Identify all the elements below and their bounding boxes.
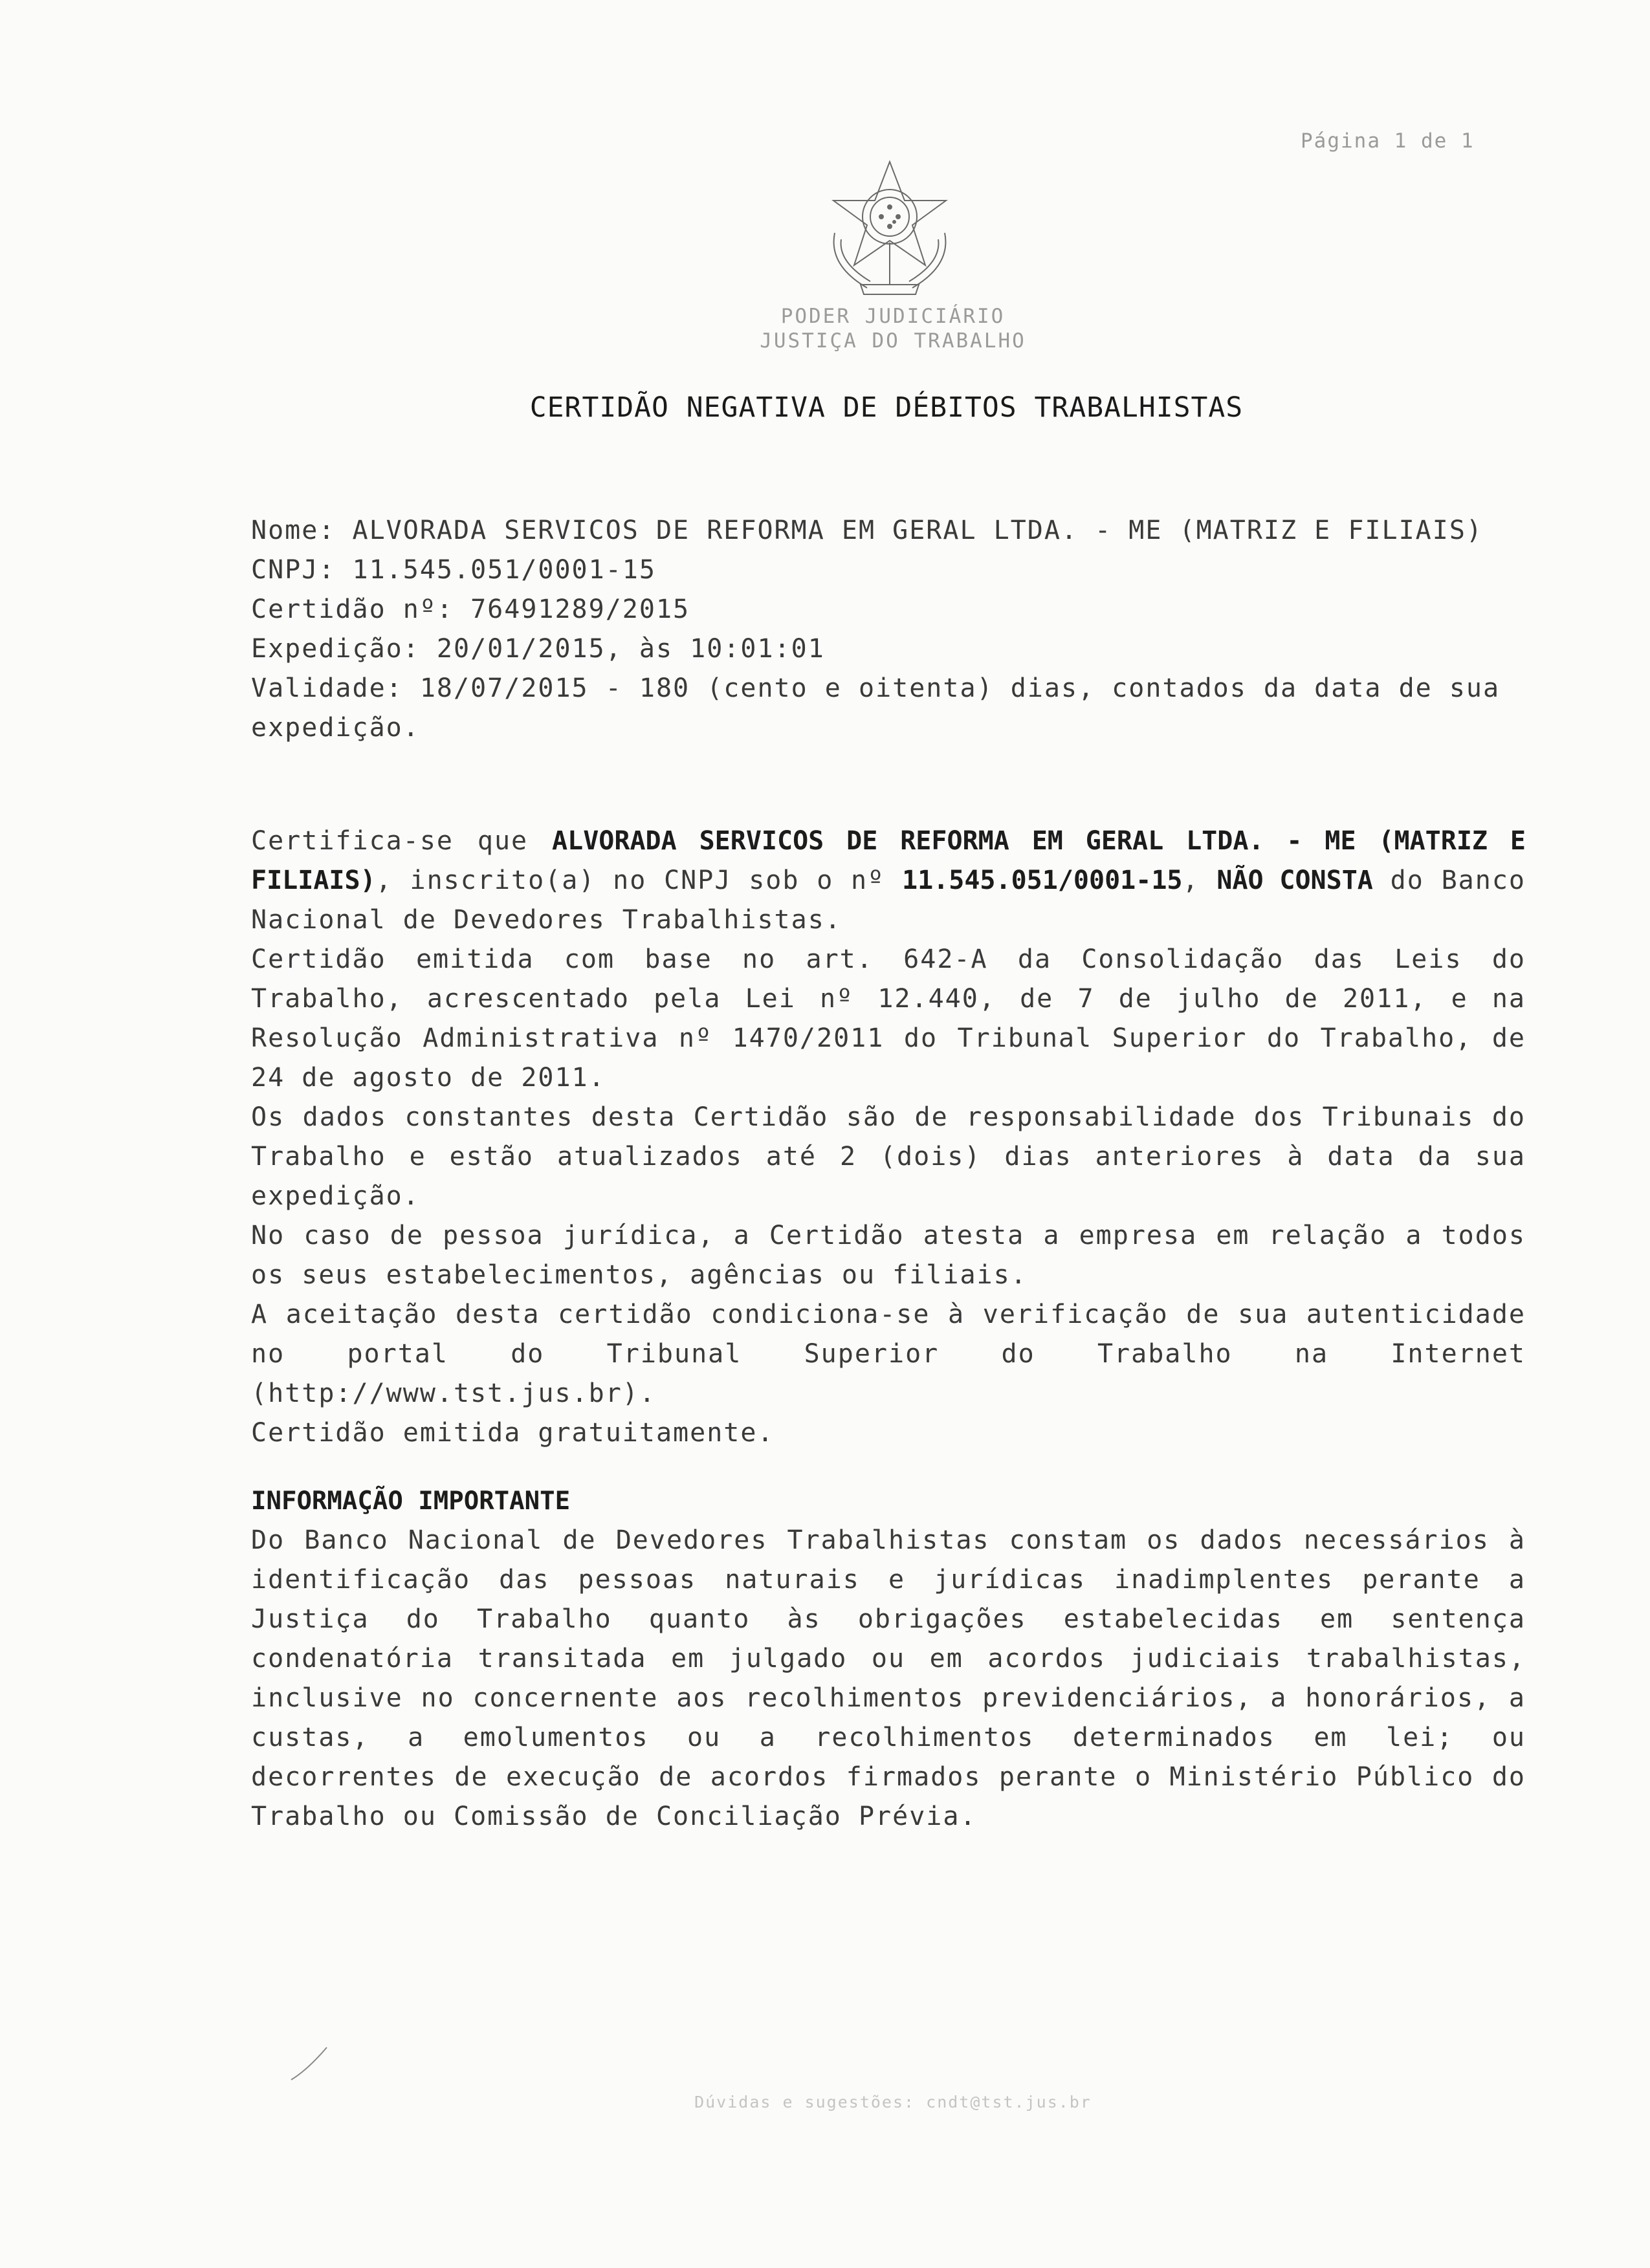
pen-mark-icon bbox=[288, 2044, 340, 2083]
cert-company-name: ALVORADA SERVICOS DE REFORMA EM GERAL LTDA. - ME (MATRIZ E FILIAIS) bbox=[251, 826, 1526, 895]
issuer-line-judiciary: PODER JUDICIÁRIO bbox=[780, 305, 1006, 328]
info-validade: Validade: 18/07/2015 - 180 (cento e oitenta) dias, contados da data de sua expedição. bbox=[251, 673, 1501, 743]
cert-legal-basis: Certidão emitida com base no art. 642-A da Consolidação das Leis do Trabalho, acrescentado pela Lei nº 12.440, de 7 de julho de 2011, e na Resolução Administrativa nº 1470/2011 do Tribunal Superior do Trabalho, de 24 de agosto de 2011. bbox=[251, 944, 1526, 1093]
cert-cnpj: 11.545.051/0001-15 bbox=[902, 866, 1183, 895]
certification-section bbox=[251, 822, 1526, 1453]
page-number: Página 1 de 1 bbox=[1301, 129, 1475, 153]
info-certidao: Certidão nº: 76491289/2015 bbox=[251, 594, 690, 624]
cert-status: NÃO CONSTA bbox=[1216, 866, 1373, 895]
footer-contact: Dúvidas e sugestões: cndt@tst.jus.br bbox=[694, 2093, 1092, 2111]
cert-free-issue: Certidão emitida gratuitamente. bbox=[251, 1418, 775, 1448]
info-expedicao: Expedição: 20/01/2015, às 10:01:01 bbox=[251, 634, 825, 664]
important-body: Do Banco Nacional de Devedores Trabalhistas constam os dados necessários à identificação das pessoas naturais e jurídicas inadimplentes perante a Justiça do Trabalho quanto às obrigações estabelecidas em sentença condenatória transitada em julgado ou em acordos judiciais trabalhistas, inclusive no concernente aos recolhimentos previdenciários, a honorários, a custas, a emolumentos ou a recolhimentos determinados em lei; ou decorrentes de execução de acordos firmados perante o Ministério Público do Trabalho ou Comissão de Conciliação Prévia. bbox=[251, 1525, 1526, 1831]
cert-comma: , bbox=[1182, 866, 1200, 895]
info-cnpj: CNPJ: 11.545.051/0001-15 bbox=[251, 555, 656, 585]
document-title: CERTIDÃO NEGATIVA DE DÉBITOS TRABALHISTAS bbox=[529, 391, 1244, 424]
cert-data-responsibility: Os dados constantes desta Certidão são de responsabilidade dos Tribunais do Trabalho e estão atualizados até 2 (dois) dias anteriores à data da sua expedição. bbox=[251, 1102, 1526, 1211]
cert-authenticity: A aceitação desta certidão condiciona-se à verificação de sua autenticidade no portal do Tribunal Superior do Trabalho na Internet (http://www.tst.jus.br). bbox=[251, 1300, 1526, 1408]
info-nome: Nome: ALVORADA SERVICOS DE REFORMA EM GERAL LTDA. - ME (MATRIZ E FILIAIS) bbox=[251, 516, 1483, 545]
certification-statement bbox=[251, 822, 1526, 940]
issuer-header bbox=[647, 304, 1139, 353]
issuer-line-labor-court: JUSTIÇA DO TRABALHO bbox=[760, 329, 1026, 353]
cert-legal-entity: No caso de pessoa jurídica, a Certidão atesta a empresa em relação a todos os seus estabelecimentos, agências ou filiais. bbox=[251, 1221, 1526, 1290]
brazil-coat-of-arms-icon bbox=[809, 155, 971, 304]
important-information bbox=[251, 1481, 1526, 1837]
cert-end: do Banco Nacional de Devedores Trabalhistas. bbox=[251, 866, 1526, 935]
cert-mid: , inscrito(a) no CNPJ sob o nº bbox=[375, 866, 885, 895]
certificate-info bbox=[251, 511, 1526, 748]
important-title: INFORMAÇÃO IMPORTANTE bbox=[251, 1487, 571, 1516]
cert-intro: Certifica-se que bbox=[251, 826, 529, 856]
